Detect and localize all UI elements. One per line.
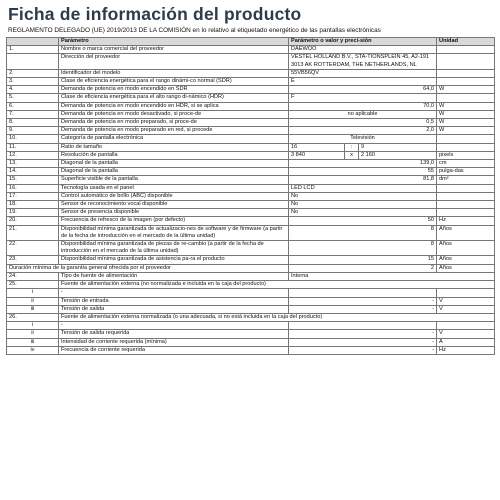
row-parameter: Disponibilidad mínima garantizada de piezas de re-cambio (a partir de la fecha de introducción en el mercado de la última unidad) bbox=[59, 241, 289, 256]
table-subrow bbox=[7, 346, 495, 354]
row-unit: Años bbox=[437, 241, 495, 256]
row-value: Televisión bbox=[289, 135, 437, 143]
row-value: 81,8 bbox=[289, 176, 437, 184]
row-number: 16. bbox=[7, 184, 59, 192]
row-value: VESTEL HOLLAND B.V., STA-TIONSPLEIN 45, A2-191 3013 AK ROTTERDAM, THE NETHERLANDS, NL bbox=[289, 54, 437, 69]
table-row bbox=[7, 135, 495, 143]
row-unit: W bbox=[437, 127, 495, 135]
row-value-sep: x bbox=[345, 151, 359, 159]
table-row bbox=[7, 272, 495, 280]
table-row bbox=[7, 264, 495, 272]
table-subrow bbox=[7, 305, 495, 313]
row-unit: W bbox=[437, 110, 495, 118]
row-unit: W bbox=[437, 86, 495, 94]
sub-roman: iv bbox=[7, 346, 59, 354]
table-row bbox=[7, 281, 495, 289]
table-row bbox=[7, 192, 495, 200]
header-unit: Unidad bbox=[437, 38, 495, 46]
table-subrow bbox=[7, 289, 495, 297]
sub-unit: V bbox=[437, 297, 495, 305]
table-row bbox=[7, 184, 495, 192]
row-parameter: Demanda de potencia en modo encendido en HDR, si se aplica bbox=[59, 102, 289, 110]
table-row bbox=[7, 160, 495, 168]
row-unit bbox=[437, 201, 495, 209]
sub-value: - bbox=[289, 346, 437, 354]
sub-unit: A bbox=[437, 338, 495, 346]
row-number: 26. bbox=[7, 313, 59, 321]
sub-unit: Hz bbox=[437, 346, 495, 354]
row-parameter: Demanda de potencia en modo desactivado, si proce-de bbox=[59, 110, 289, 118]
row-value: F bbox=[289, 94, 437, 102]
table-row bbox=[7, 54, 495, 69]
sub-roman: ii bbox=[7, 297, 59, 305]
sub-parameter: Intensidad de corriente requerida (mínima) bbox=[59, 338, 289, 346]
row-number: 15. bbox=[7, 176, 59, 184]
row-parameter: Fuente de alimentación externa (no normalizada e incluida en la caja del producto) bbox=[59, 281, 495, 289]
row-number: 22. bbox=[7, 241, 59, 256]
table-subrow bbox=[7, 322, 495, 330]
row-parameter: Control automático de brillo (ABC) disponible bbox=[59, 192, 289, 200]
sub-parameter: Tensión de salida bbox=[59, 305, 289, 313]
sub-parameter: - bbox=[59, 289, 289, 297]
row-value: LED LCD bbox=[289, 184, 437, 192]
row-parameter: Tipo de fuente de alimentación bbox=[59, 272, 289, 280]
table-row bbox=[7, 102, 495, 110]
row-number: 23. bbox=[7, 256, 59, 264]
sub-value: - bbox=[289, 338, 437, 346]
table-row bbox=[7, 241, 495, 256]
row-parameter: Resolución de pantalla bbox=[59, 151, 289, 159]
table-row bbox=[7, 69, 495, 77]
row-unit bbox=[437, 135, 495, 143]
row-value: no aplicable bbox=[289, 110, 437, 118]
row-parameter: Dirección del proveedor bbox=[59, 54, 289, 69]
table-subrow bbox=[7, 338, 495, 346]
sub-unit bbox=[437, 322, 495, 330]
row-unit bbox=[437, 78, 495, 86]
row-number: 17. bbox=[7, 192, 59, 200]
sub-unit: V bbox=[437, 330, 495, 338]
row-parameter: Clase de eficiencia energética para el rango dinámi-co normal (SDR) bbox=[59, 78, 289, 86]
row-value: 8 bbox=[289, 225, 437, 240]
table-row bbox=[7, 143, 495, 151]
page-title: Ficha de información del producto bbox=[8, 4, 302, 24]
sub-parameter: - bbox=[59, 322, 289, 330]
row-parameter: Frecuencia de refresco de la imagen (por defecto) bbox=[59, 217, 289, 225]
row-parameter: Categoría de pantalla electrónica bbox=[59, 135, 289, 143]
spec-table-body bbox=[7, 38, 495, 355]
row-parameter: Superficie visible de la pantalla bbox=[59, 176, 289, 184]
sub-roman: ii bbox=[7, 330, 59, 338]
table-row bbox=[7, 313, 495, 321]
sub-roman: i bbox=[7, 289, 59, 297]
row-value: 70,0 bbox=[289, 102, 437, 110]
row-parameter: Diagonal de la pantalla bbox=[59, 168, 289, 176]
row-number: 10. bbox=[7, 135, 59, 143]
spec-table bbox=[6, 37, 495, 355]
row-value: 55 bbox=[289, 168, 437, 176]
row-value: 8 bbox=[289, 241, 437, 256]
table-row bbox=[7, 110, 495, 118]
sub-parameter: Frecuencia de corriente requerida bbox=[59, 346, 289, 354]
table-row bbox=[7, 168, 495, 176]
row-parameter: Sensor de presencia disponible bbox=[59, 209, 289, 217]
sub-value: - bbox=[289, 297, 437, 305]
row-value: 2,0 bbox=[289, 127, 437, 135]
row-value: 0,5 bbox=[289, 119, 437, 127]
row-number: 7. bbox=[7, 110, 59, 118]
row-number: 18. bbox=[7, 201, 59, 209]
row-unit bbox=[437, 94, 495, 102]
row-value-a: 3 840 bbox=[289, 151, 345, 159]
row-number: 14. bbox=[7, 168, 59, 176]
row-number: 6. bbox=[7, 102, 59, 110]
table-row bbox=[7, 256, 495, 264]
sub-roman: iii bbox=[7, 305, 59, 313]
row-value: 139,0 bbox=[289, 160, 437, 168]
row-parameter: Diagonal de la pantalla bbox=[59, 160, 289, 168]
row-number: 20. bbox=[7, 217, 59, 225]
table-subrow bbox=[7, 330, 495, 338]
row-parameter: Sensor de reconocimiento vocal disponible bbox=[59, 201, 289, 209]
row-value: 15 bbox=[289, 256, 437, 264]
row-number: 24. bbox=[7, 272, 59, 280]
table-row bbox=[7, 46, 495, 54]
row-unit: dm² bbox=[437, 176, 495, 184]
row-unit bbox=[437, 46, 495, 54]
row-number: 2. bbox=[7, 69, 59, 77]
table-header bbox=[7, 38, 495, 46]
row-parameter: Disponibilidad mínima garantizada de asistencia pa-ra el producto bbox=[59, 256, 289, 264]
table-row bbox=[7, 176, 495, 184]
row-unit bbox=[437, 209, 495, 217]
row-unit: Hz bbox=[437, 217, 495, 225]
row-parameter: Identificador del modelo bbox=[59, 69, 289, 77]
row-value: Interna bbox=[289, 272, 495, 280]
row-number bbox=[7, 54, 59, 69]
row-number: 3. bbox=[7, 78, 59, 86]
row-number: 21. bbox=[7, 225, 59, 240]
row-value: DAEWOO bbox=[289, 46, 437, 54]
row-unit: Años bbox=[437, 256, 495, 264]
sub-value bbox=[289, 289, 437, 297]
row-value-sep: : bbox=[345, 143, 359, 151]
row-value-b: 2 160 bbox=[359, 151, 437, 159]
row-parameter: Tecnología usada en el panel bbox=[59, 184, 289, 192]
row-unit bbox=[437, 184, 495, 192]
table-row bbox=[7, 225, 495, 240]
row-parameter: Disponibilidad mínima garantizada de actualizacio-nes de software y de firmware (a partir de la fecha de introducción en el mercado de la última unidad) bbox=[59, 225, 289, 240]
table-row bbox=[7, 209, 495, 217]
row-value: 64,0 bbox=[289, 86, 437, 94]
table-subrow bbox=[7, 297, 495, 305]
row-value-a: 16 bbox=[289, 143, 345, 151]
row-unit bbox=[437, 192, 495, 200]
row-unit: Años bbox=[437, 225, 495, 240]
row-value: 55VB56QV bbox=[289, 69, 437, 77]
row-number: 11. bbox=[7, 143, 59, 151]
header-value: Parámetro o valor y preci-sión bbox=[289, 38, 437, 46]
row-number: 25. bbox=[7, 281, 59, 289]
row-parameter: Clase de eficiencia energética para el alto rango di-námico (HDR) bbox=[59, 94, 289, 102]
sub-roman: i bbox=[7, 322, 59, 330]
row-unit bbox=[437, 69, 495, 77]
table-row bbox=[7, 119, 495, 127]
row-parameter: Demanda de potencia en modo encendido en SDR bbox=[59, 86, 289, 94]
row-number: 13. bbox=[7, 160, 59, 168]
sub-value: - bbox=[289, 330, 437, 338]
header-num bbox=[7, 38, 59, 46]
table-row bbox=[7, 217, 495, 225]
table-row bbox=[7, 127, 495, 135]
table-row bbox=[7, 201, 495, 209]
row-value: No bbox=[289, 201, 437, 209]
row-value: 50 bbox=[289, 217, 437, 225]
sub-value: - bbox=[289, 305, 437, 313]
guarantee-unit: Años bbox=[437, 264, 495, 272]
row-parameter: Ratio de tamaño bbox=[59, 143, 289, 151]
table-row bbox=[7, 151, 495, 159]
row-unit: pixels bbox=[437, 151, 495, 159]
row-unit: W bbox=[437, 119, 495, 127]
row-number: 1. bbox=[7, 46, 59, 54]
guarantee-value: 2 bbox=[289, 264, 437, 272]
header-param: Parámetro bbox=[59, 38, 289, 46]
regulation-subtitle: REGLAMENTO DELEGADO (UE) 2019/2013 DE LA COMISIÓN en lo relativo al etiquetado energético de las pantallas electrónicas bbox=[8, 27, 381, 34]
table-row bbox=[7, 78, 495, 86]
row-number: 8. bbox=[7, 119, 59, 127]
guarantee-parameter: Duración mínima de la garantía general ofrecida por el proveedor bbox=[7, 264, 289, 272]
row-number: 9. bbox=[7, 127, 59, 135]
row-unit: W bbox=[437, 102, 495, 110]
row-unit bbox=[437, 54, 495, 69]
row-value: No bbox=[289, 209, 437, 217]
row-number: 5. bbox=[7, 94, 59, 102]
sub-parameter: Tensión de entrada bbox=[59, 297, 289, 305]
sub-unit bbox=[437, 289, 495, 297]
row-unit bbox=[437, 143, 495, 151]
sub-unit: V bbox=[437, 305, 495, 313]
row-number: 12. bbox=[7, 151, 59, 159]
sub-roman: iii bbox=[7, 338, 59, 346]
row-parameter: Fuente de alimentación externa normalizada (o una adecuada, si no está incluida en la caja del producto) bbox=[59, 313, 495, 321]
sub-value bbox=[289, 322, 437, 330]
row-value: E bbox=[289, 78, 437, 86]
row-value: No bbox=[289, 192, 437, 200]
row-unit: pulga-das bbox=[437, 168, 495, 176]
row-parameter: Demanda de potencia en modo preparado en red, si procede bbox=[59, 127, 289, 135]
table-row bbox=[7, 86, 495, 94]
row-value-b: 9 bbox=[359, 143, 437, 151]
row-unit: cm bbox=[437, 160, 495, 168]
row-number: 4. bbox=[7, 86, 59, 94]
row-parameter: Demanda de potencia en modo preparado, si proce-de bbox=[59, 119, 289, 127]
row-number: 19. bbox=[7, 209, 59, 217]
table-row bbox=[7, 94, 495, 102]
sub-parameter: Tensión de salida requerida bbox=[59, 330, 289, 338]
row-parameter: Nombre o marca comercial del proveedor bbox=[59, 46, 289, 54]
